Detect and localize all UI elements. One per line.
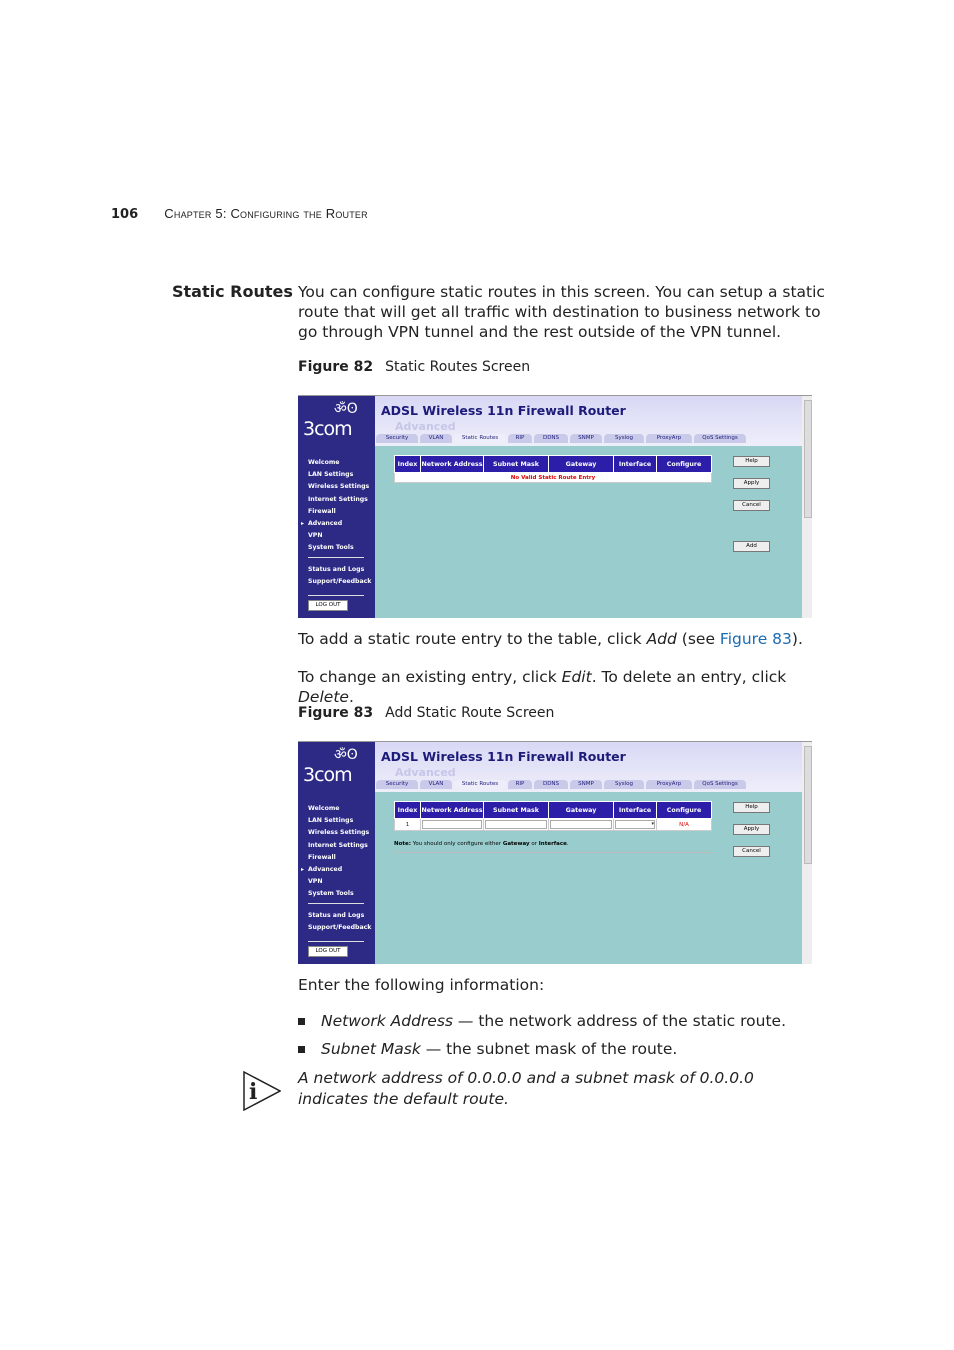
tab-security[interactable]: Security	[376, 780, 418, 789]
router-title: ADSL Wireless 11n Firewall Router	[381, 403, 626, 418]
emphasis: Interface	[538, 841, 567, 847]
tab-rip[interactable]: RIP	[508, 780, 532, 789]
col-header: Index	[395, 802, 421, 819]
row-configure: N/A	[657, 819, 712, 831]
apply-button[interactable]: Apply	[733, 478, 770, 489]
chevron-down-icon[interactable]: ▾	[615, 820, 655, 829]
bullet-term: Subnet Mask	[321, 1040, 421, 1058]
table-row	[395, 819, 712, 831]
add-route-table	[394, 801, 712, 831]
tab-security[interactable]: Security	[376, 434, 418, 443]
tab-rip[interactable]: RIP	[508, 434, 532, 443]
router-header	[375, 742, 802, 792]
figure-caption: Static Routes Screen	[385, 359, 531, 375]
gateway-field[interactable]	[549, 819, 614, 831]
emphasis: Gateway	[502, 841, 530, 847]
col-header: Subnet Mask	[484, 802, 549, 819]
text: To add a static route entry to the table, click	[298, 630, 647, 648]
nav-item[interactable]: System Tools	[308, 890, 354, 898]
page-header	[111, 206, 368, 222]
router-tabs	[376, 434, 746, 443]
chapter-title: Chapter 5: Configuring the Router	[164, 206, 368, 221]
routes-table	[394, 455, 712, 483]
router-sidebar	[298, 396, 375, 618]
nav-item[interactable]: VPN	[308, 532, 323, 540]
text: . To delete an entry, click	[591, 668, 787, 686]
bullet-item	[298, 1012, 786, 1030]
text: (see	[676, 630, 720, 648]
bullet-item	[298, 1040, 677, 1058]
nav-item[interactable]: Wireless Settings	[308, 829, 370, 837]
text: You should only configure either	[410, 841, 503, 847]
emphasis: Delete	[298, 688, 349, 706]
add-static-route-screenshot	[298, 741, 812, 964]
col-header: Gateway	[549, 802, 614, 819]
network-address-field[interactable]	[421, 819, 484, 831]
col-header: Configure	[657, 456, 712, 473]
nav-item[interactable]: Support/Feedback	[308, 578, 372, 586]
tab-vlan[interactable]: VLAN	[420, 780, 452, 789]
interface-select[interactable]	[614, 819, 657, 831]
col-header: Subnet Mask	[484, 456, 549, 473]
router-subtitle: Advanced	[395, 420, 456, 433]
nav-divider	[308, 941, 364, 942]
scrollbar-thumb[interactable]	[804, 746, 812, 864]
tab-syslog[interactable]: Syslog	[604, 434, 644, 443]
tab-ddns[interactable]: DDNS	[534, 434, 568, 443]
router-nav	[308, 457, 369, 555]
router-subtitle: Advanced	[395, 766, 456, 779]
svg-text:i: i	[249, 1079, 258, 1105]
col-header: Index	[395, 456, 421, 473]
nav-item[interactable]: Support/Feedback	[308, 924, 372, 932]
figure-label: Figure 82	[298, 359, 374, 375]
nav-item[interactable]: Status and Logs	[308, 912, 365, 919]
col-header: Configure	[657, 802, 712, 819]
tab-static-routes[interactable]: Static Routes	[454, 434, 506, 443]
col-header: Gateway	[549, 456, 614, 473]
bullet-desc: — the network address of the static route.	[453, 1012, 787, 1030]
router-nav-more	[308, 564, 371, 588]
col-header: Network Address	[421, 456, 484, 473]
help-button[interactable]: Help	[733, 456, 770, 467]
logout-button[interactable]: LOG OUT	[308, 946, 348, 957]
divider	[394, 852, 714, 853]
add-instruction	[298, 629, 828, 649]
subnet-mask-field[interactable]	[484, 819, 549, 831]
figure-82-caption	[298, 359, 530, 375]
text: To change an existing entry, click	[298, 668, 562, 686]
text: .	[566, 841, 569, 847]
tab-qos-settings[interactable]: QoS Settings	[694, 434, 746, 443]
nav-divider	[308, 903, 364, 904]
info-note-icon	[243, 1071, 281, 1111]
nav-item[interactable]: Welcome	[308, 805, 340, 812]
nav-item[interactable]: System Tools	[308, 544, 354, 552]
figure-caption: Add Static Route Screen	[385, 705, 555, 721]
nav-item[interactable]: Internet Settings	[308, 841, 368, 849]
logout-button[interactable]: LOG OUT	[308, 600, 348, 611]
row-index: 1	[395, 819, 421, 831]
router-nav-more	[308, 910, 371, 934]
router-sidebar	[298, 742, 375, 964]
nav-item[interactable]: Firewall	[308, 853, 336, 861]
tab-snmp[interactable]: SNMP	[570, 780, 602, 789]
bullet-icon	[298, 1046, 305, 1053]
nav-item[interactable]: ▸ Advanced	[308, 864, 369, 876]
nav-item[interactable]: LAN Settings	[308, 817, 354, 825]
nav-item[interactable]: Welcome	[308, 459, 340, 466]
router-nav	[308, 803, 369, 901]
nav-divider	[308, 595, 364, 596]
cancel-button[interactable]: Cancel	[733, 500, 770, 511]
note-label: Note:	[394, 841, 411, 847]
router-title: ADSL Wireless 11n Firewall Router	[381, 749, 626, 764]
figure-label: Figure 83	[298, 705, 374, 721]
tab-proxyarp[interactable]: ProxyArp	[646, 434, 692, 443]
col-header: Interface	[614, 456, 657, 473]
tab-qos-settings[interactable]: QoS Settings	[694, 780, 746, 789]
tab-ddns[interactable]: DDNS	[534, 780, 568, 789]
help-button[interactable]: Help	[733, 802, 770, 813]
scrollbar-thumb[interactable]	[804, 400, 812, 518]
page-number: 106	[111, 207, 139, 222]
router-note	[394, 841, 569, 847]
router-logo: 3com	[303, 764, 352, 786]
scrollbar[interactable]	[802, 396, 812, 618]
add-button[interactable]: Add	[733, 541, 770, 552]
col-header: Network Address	[421, 802, 484, 819]
apply-button[interactable]: Apply	[733, 824, 770, 835]
router-tabs	[376, 780, 746, 789]
scrollbar[interactable]	[802, 742, 812, 964]
nav-item[interactable]: VPN	[308, 878, 323, 886]
nav-item[interactable]: Status and Logs	[308, 566, 365, 573]
figure-83-link[interactable]: Figure 83	[719, 630, 792, 648]
static-routes-screenshot	[298, 395, 812, 618]
emphasis: Add	[646, 630, 677, 648]
nav-item[interactable]: Wireless Settings	[308, 483, 370, 491]
tip-note: A network address of 0.0.0.0 and a subnet mask of 0.0.0.0 indicates the default route.	[298, 1069, 754, 1108]
logo-mark-icon: ॐʘ	[334, 401, 358, 417]
text: or	[529, 841, 539, 847]
router-header	[375, 396, 802, 446]
nav-item[interactable]: Firewall	[308, 507, 336, 515]
cancel-button[interactable]: Cancel	[733, 846, 770, 857]
col-header: Interface	[614, 802, 657, 819]
logo-mark-icon: ॐʘ	[334, 747, 358, 763]
figure-83-caption	[298, 705, 554, 721]
tab-snmp[interactable]: SNMP	[570, 434, 602, 443]
tab-static-routes[interactable]: Static Routes	[454, 780, 506, 789]
bullet-desc: — the subnet mask of the route.	[420, 1040, 678, 1058]
text: ).	[791, 630, 803, 648]
bullet-term: Network Address	[321, 1012, 453, 1030]
nav-divider	[308, 557, 364, 558]
router-logo: 3com	[303, 418, 352, 440]
change-instruction	[298, 667, 828, 707]
tab-syslog[interactable]: Syslog	[604, 780, 644, 789]
tab-proxyarp[interactable]: ProxyArp	[646, 780, 692, 789]
section-title: Static Routes	[172, 282, 293, 301]
nav-item[interactable]: ▸ Advanced	[308, 518, 369, 530]
nav-item[interactable]: LAN Settings	[308, 471, 354, 479]
no-entry-message: No Valid Static Route Entry	[395, 473, 712, 483]
bullet-icon	[298, 1018, 305, 1025]
intro-paragraph: You can configure static routes in this screen. You can setup a static route that will get all traffic with destination to business network to go through VPN tunnel and the rest outside of the VPN tunnel.	[298, 283, 825, 341]
tab-vlan[interactable]: VLAN	[420, 434, 452, 443]
emphasis: Edit	[561, 668, 592, 686]
text: .	[348, 688, 354, 706]
nav-item[interactable]: Internet Settings	[308, 495, 368, 503]
enter-info-text: Enter the following information:	[298, 976, 545, 994]
